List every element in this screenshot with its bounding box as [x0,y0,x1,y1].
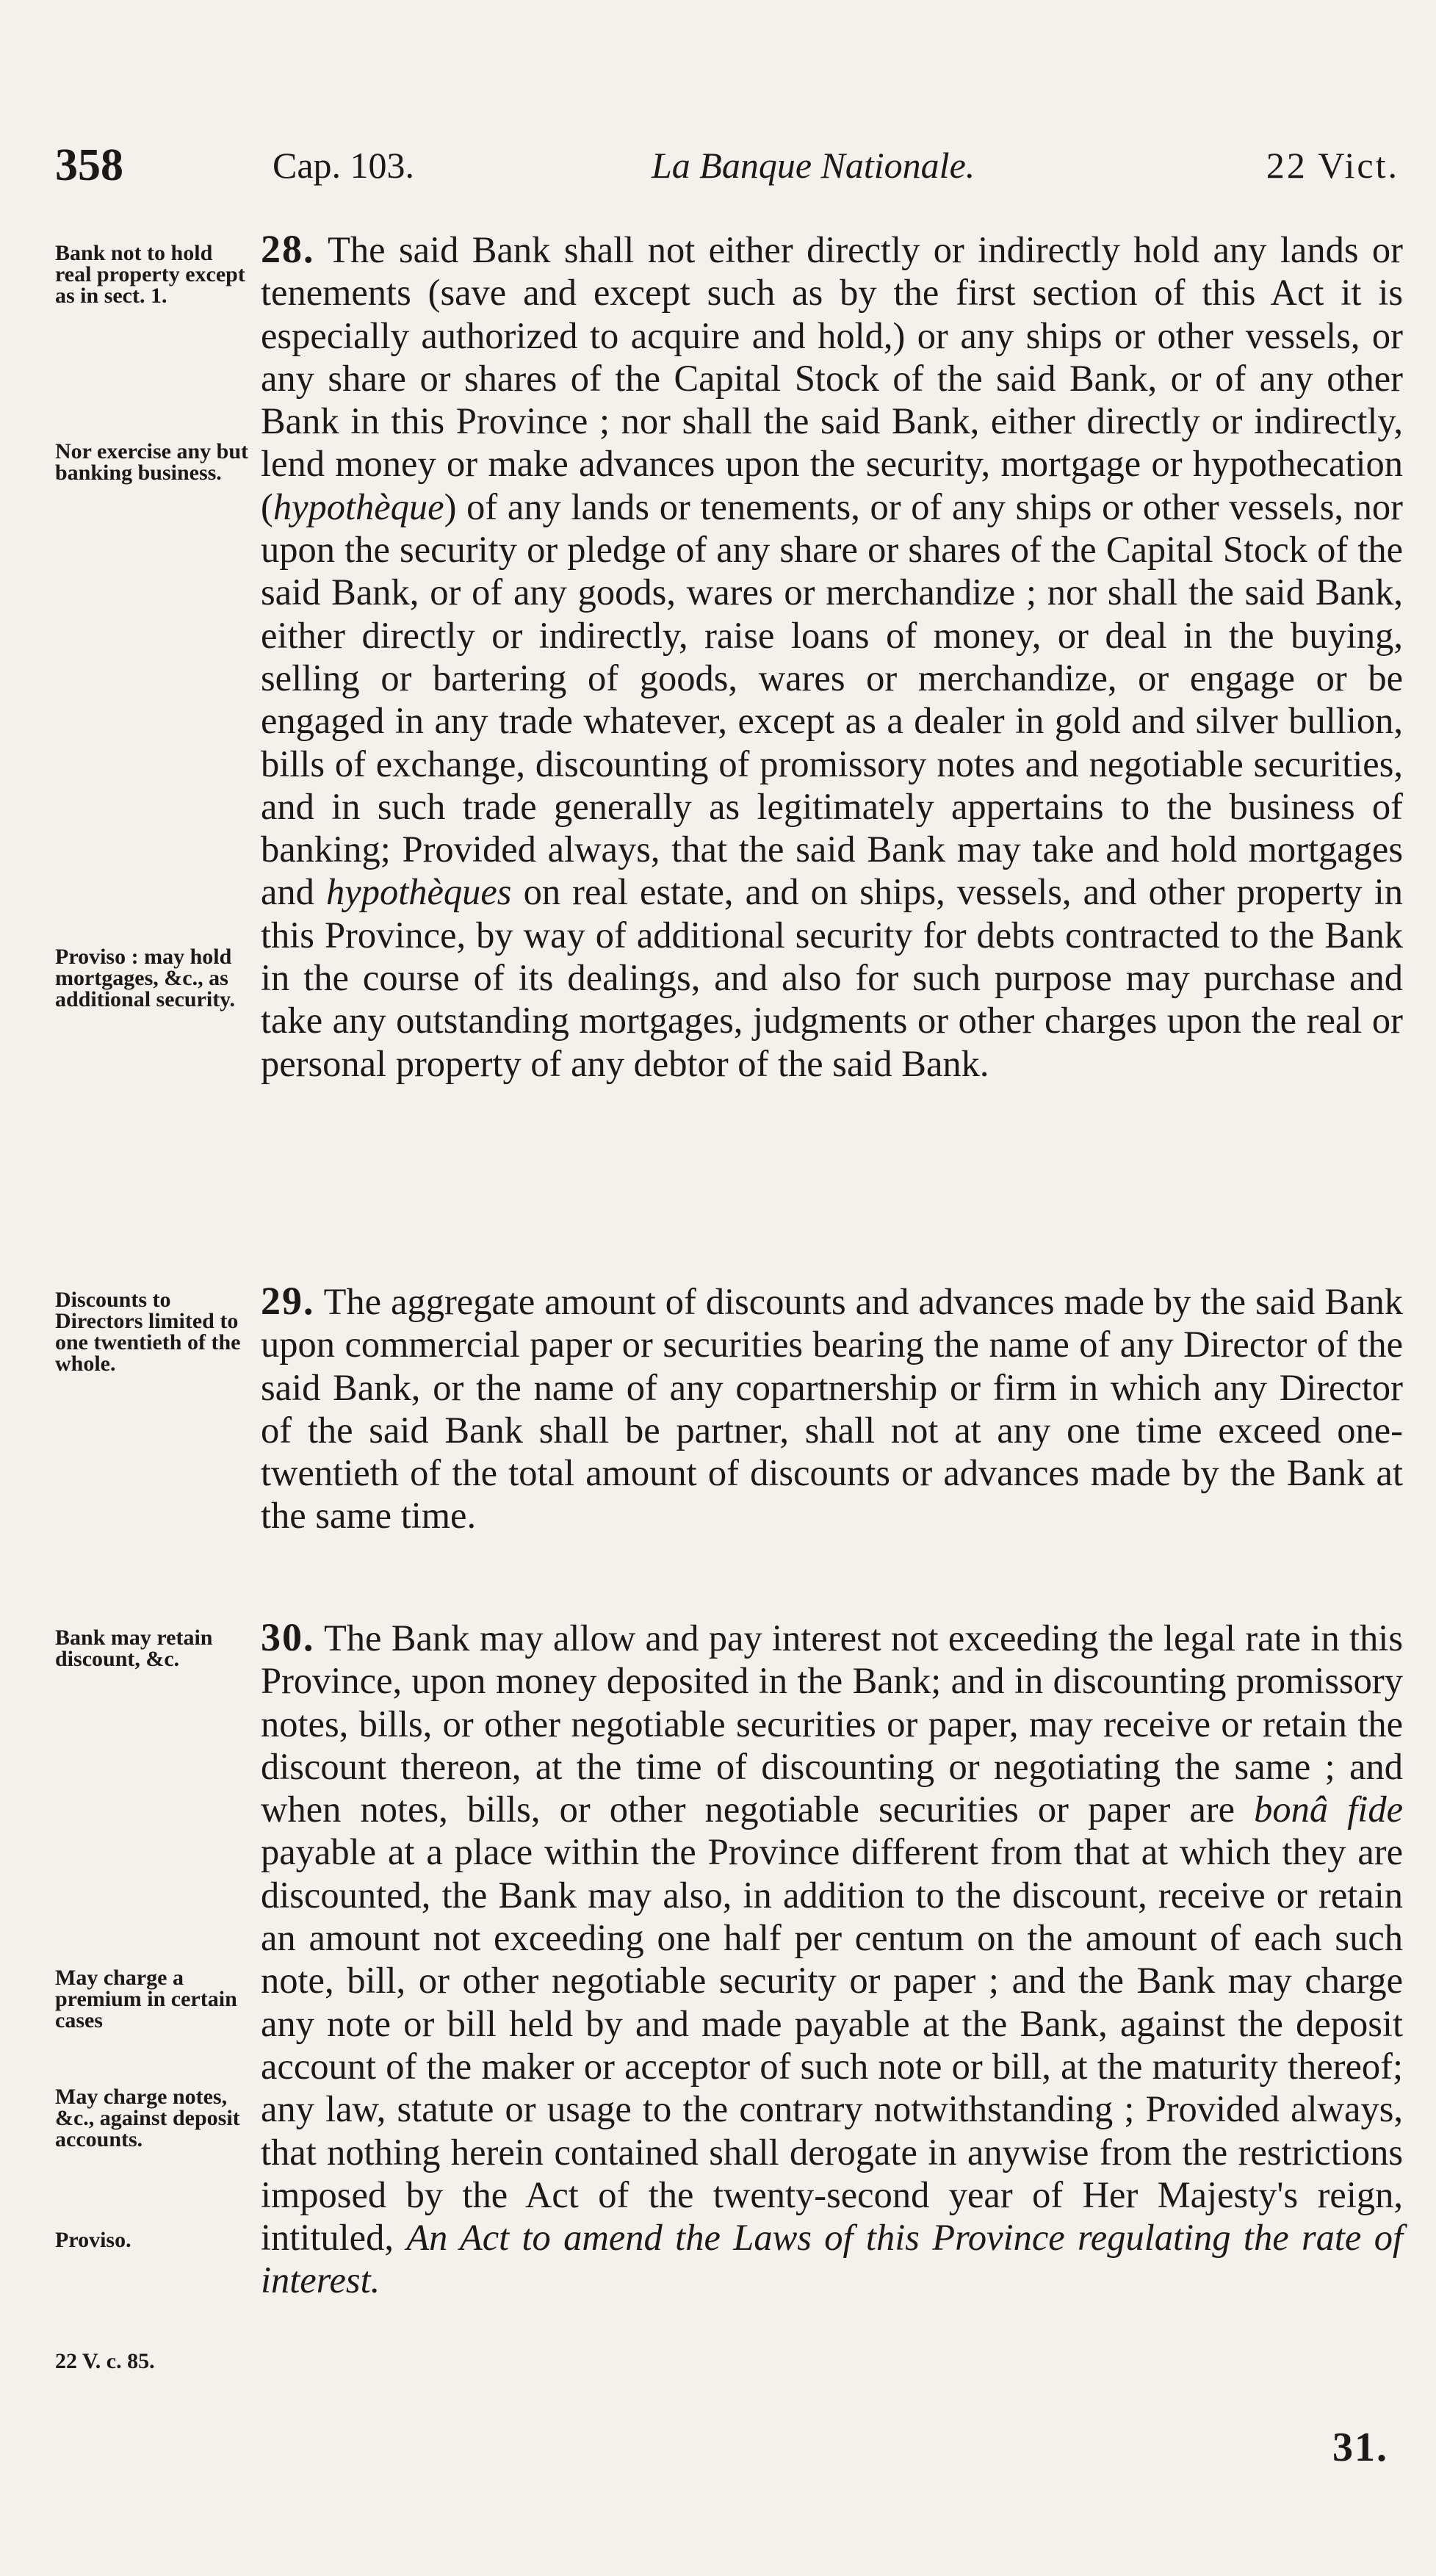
marginal-note: Nor exercise any but banking business. [55,439,249,485]
section-italic-text: hypothèques [326,871,512,913]
section-text: The aggregate amount of discounts and advances made by the said Bank upon commercial paper or securities bearing the name of any Director of the said Bank, or the name of any copartnership or firm in which any Director of the said Bank shall be partner, shall not at any one time exceed one-twentieth of the total amount of discounts or advances made by the Bank at the same time. [261,1281,1403,1537]
section-text: ) of any lands or tenements, or of any ships or other vessels, nor upon the security or pledge of any share or shares of the Capital Stock of the said Bank, or of any goods, wares or merchandize ; nor shall the said Bank, either directly or indirectly, raise loans of money, or deal in the buying, selling or bartering of goods, wares or merchandize, or engage or be engaged in any trade whatever, except as a dealer in gold and silver bullion, bills of exchange, discounting of promissory notes and negotiable securities, and in such trade generally as legitimately appertains to the business of banking; Provided always, that the said Bank may take and hold mortgages and [261,486,1403,913]
section-text: The said Bank shall not either directly or indirectly hold any lands or tenements (save and except such as by the first section of this Act it is especially authorized to acquire and hold,) or any ships or other vessels, or any share or shares of the Capital Stock of the said Bank, or of any other Bank in this Province ; nor shall the said Bank, either directly or indirectly, lend money or make advances upon the security, mortgage or hypothecation ( [261,229,1403,527]
section-text: on real estate, and on ships, vessels, and other property in this Province, by way of additional security for debts contracted to the Bank in the course of its dealings, and also for such purpose may purchase and take any outstanding mortgages, judgments or other charges upon the real or personal property of any debtor of the said Bank. [261,871,1403,1084]
running-header [55,140,1399,191]
section-number: 30. [261,1615,315,1659]
marginal-note: Bank not to hold real property except as in sect. 1. [55,241,245,308]
section-29-paragraph [261,1280,1403,1537]
marginal-note: Proviso. [55,2228,131,2252]
section-30 [261,1616,1403,2302]
marginal-note: 22 V. c. 85. [55,2349,155,2373]
section-29 [261,1280,1403,1537]
chapter-label: Cap. 103. [273,145,415,186]
section-28 [261,228,1403,1085]
section-text: payable at a place within the Province different from that at which they are discounted, the Bank may also, in addition to the discount, receive or retain an amount not exceeding one half per centum on the amount of each such note, bill, or other negotiable security or paper ; and the Bank may charge any note or bill held by and made payable at the Bank, against the deposit account of the maker or acceptor of such note or bill, at the maturity thereof; any law, statute or usage to the contrary notwithstanding ; Provided always, that nothing herein contained shall derogate in anywise from the restrictions imposed by the Act of the twenty-second year of Her Majesty's reign, intituled, [261,1831,1403,2259]
page-number: 358 [55,140,123,190]
section-28-paragraph [261,228,1403,1085]
marginal-note: Proviso : may hold mortgages, &c., as additional security. [55,945,236,1011]
running-title: La Banque Nationale. [652,145,975,186]
marginal-note: Bank may retain discount, &c. [55,1626,213,1671]
section-italic-text: bonâ fide [1254,1789,1404,1830]
section-text: The Bank may allow and pay interest not exceeding the legal rate in this Province, upon money deposited in the Bank; and in discounting promissory notes, bills, or other negotiable securities or paper, may receive or retain the discount thereon, at the time of discounting or negotiating the same ; and when notes, bills, or other negotiable securities or paper are [261,1617,1403,1830]
marginal-note: May charge a premium in certain cases [55,1966,237,2032]
section-number: 28. [261,227,315,271]
catchword: 31. [1332,2425,1388,2470]
section-30-paragraph [261,1616,1403,2302]
section-italic-text: An Act to amend the Laws of this Province regulating the rate of interest. [261,2217,1403,2301]
marginal-note: Discounts to Directors limited to one twentieth of the whole. [55,1288,241,1376]
marginal-note: May charge notes, &c., against deposit accounts. [55,2085,240,2151]
section-italic-text: hypothèque [273,486,444,527]
regnal-year: 22 Vict. [1266,145,1399,186]
section-number: 29. [261,1279,315,1323]
